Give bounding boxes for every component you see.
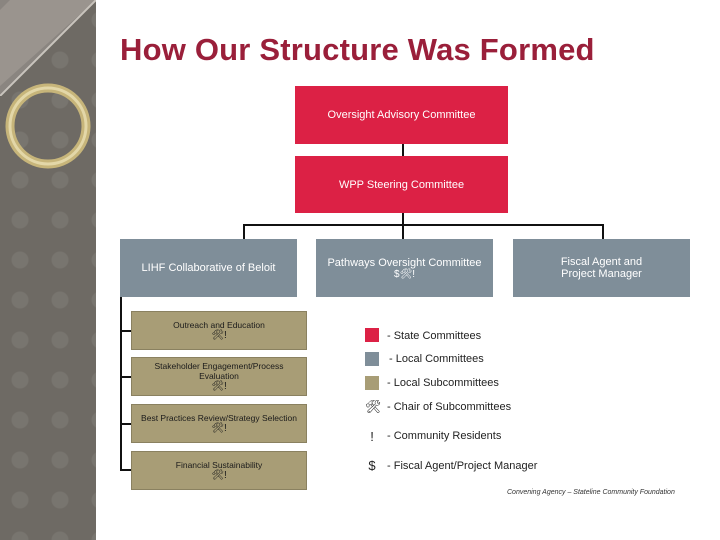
connector-line	[602, 224, 604, 239]
connector-line	[402, 144, 404, 156]
box-label: Outreach and Education	[173, 320, 265, 330]
connector-line	[402, 224, 404, 239]
subcommittee-outreach	[131, 311, 307, 350]
connector-line	[120, 376, 131, 378]
fiscal-agent-box	[513, 239, 690, 297]
connector-line	[243, 224, 604, 226]
lihf-collaborative	[120, 239, 297, 297]
legend-swatch-state	[365, 328, 379, 342]
convening-agency-note: Convening Agency – Stateline Community Foundation	[507, 489, 675, 496]
legend-residents: - Community Residents	[387, 430, 502, 442]
ring-ornament-icon	[2, 80, 94, 172]
connector-line	[120, 330, 131, 332]
role-symbols: 🛠!	[211, 381, 227, 392]
oversight-advisory-committee	[295, 86, 508, 144]
subcommittee-stakeholder	[131, 357, 307, 396]
wpp-steering-committee	[295, 156, 508, 213]
subcommittee-best-practices	[131, 404, 307, 443]
box-label: Pathways Oversight Committee	[327, 256, 482, 269]
box-label: LIHF Collaborative of Beloit	[141, 262, 276, 274]
box-label: Financial Sustainability	[175, 460, 263, 470]
connector-line	[120, 469, 131, 471]
legend-subcommittees: - Local Subcommittees	[387, 377, 499, 389]
dollar-icon: $	[368, 458, 376, 473]
box-label: Oversight Advisory Committee	[327, 109, 476, 121]
decorative-sidebar	[0, 0, 96, 540]
box-label: WPP Steering Committee	[338, 178, 465, 191]
legend-chair: - Chair of Subcommittees	[387, 401, 512, 413]
subcommittee-financial	[131, 451, 307, 490]
connector-line	[120, 297, 122, 471]
box-label: Stakeholder Engagement/Process Evaluation	[154, 361, 284, 381]
pathways-oversight-committee	[316, 239, 493, 297]
legend-fiscal: - Fiscal Agent/Project Manager	[387, 460, 538, 472]
box-label: Fiscal Agent and	[560, 256, 643, 268]
slide-title: How Our Structure Was Formed	[120, 32, 595, 67]
legend-swatch-subcommittees	[365, 376, 379, 390]
box-label: Project Manager	[561, 268, 642, 280]
role-symbols: 🛠!	[211, 330, 227, 341]
tools-icon: 🛠	[365, 399, 382, 414]
role-symbols: 🛠!	[211, 423, 227, 434]
resident-icon: !	[370, 429, 374, 444]
legend-state: - State Committees	[387, 330, 482, 342]
role-symbols: 🛠!	[211, 470, 227, 481]
legend-swatch-local	[365, 352, 379, 366]
connector-line	[243, 224, 245, 239]
box-label: Best Practices Review/Strategy Selection	[141, 413, 297, 423]
role-symbols: $🛠!	[393, 268, 416, 280]
connector-line	[120, 423, 131, 425]
legend-local: - Local Committees	[389, 353, 484, 365]
